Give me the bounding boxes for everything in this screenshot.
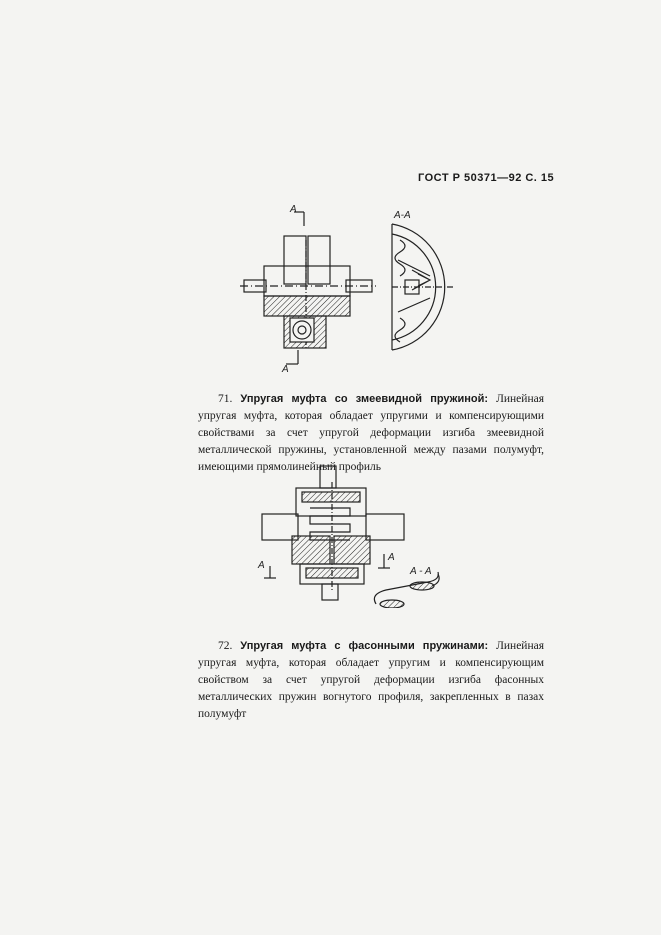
side-view — [240, 204, 376, 375]
figure-serpentine-spring-coupling — [240, 200, 460, 375]
section-view-a-a — [374, 566, 439, 608]
figure-shaped-spring-coupling — [256, 462, 456, 608]
item-71-definition: Линейная упругая муфта, которая обладает упругими и компенсирующими свойствами за счет упругой деформации изгиба змеевидной металлической пружины, установленной между пазами полумуфт, имеющими прямолинейный профиль — [198, 393, 544, 473]
section-view-title: A-A — [394, 210, 411, 221]
side-view — [257, 466, 404, 600]
item-71-number: 71. — [218, 393, 233, 405]
section-mark-left: A — [258, 560, 265, 571]
item-72-term: Упругая муфта с фасонными пружинами: — [240, 640, 489, 652]
section-mark-right: A — [388, 552, 395, 563]
item-72-definition: Линейная упругая муфта, которая обладает упругим и компенсирующим свойством за счет упругой деформации изгиба фасонных металлических пружин вогнутого профиля, закрепленных в пазах полумуфт — [198, 640, 545, 720]
section-view-title: A - A — [410, 566, 432, 577]
page-header-standard: ГОСТ Р 50371—92 С. 15 — [418, 172, 555, 184]
section-mark-top: A — [290, 204, 297, 215]
section-mark-bottom: A — [282, 364, 289, 375]
item-71-term: Упругая муфта со змеевидной пружиной: — [240, 393, 489, 405]
item-72-paragraph — [198, 638, 544, 723]
item-72-number: 72. — [218, 640, 233, 652]
section-view-a-a — [392, 210, 454, 350]
